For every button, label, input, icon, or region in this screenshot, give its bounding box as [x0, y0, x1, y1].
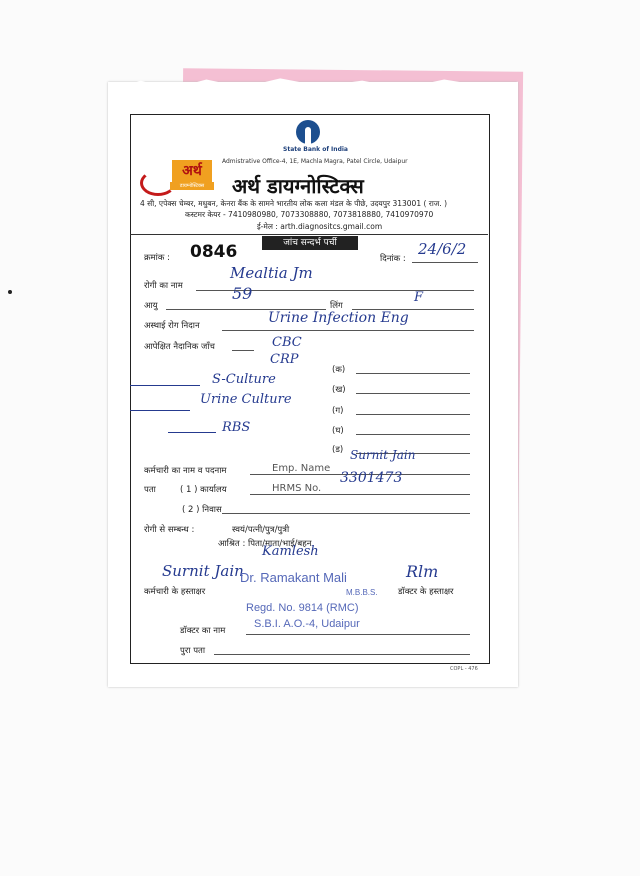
serial-number: 0846 — [190, 242, 238, 262]
test-value-3: S-Culture — [212, 372, 276, 387]
serial-label: क्रमांक : — [144, 253, 170, 263]
hrms-stamp: HRMS No. — [272, 483, 322, 494]
test-slot-line — [356, 434, 470, 435]
test-slot-line — [356, 373, 470, 374]
sex-value: F — [414, 290, 424, 305]
lab-logo-subtext: डायग्नोस्टिक्स — [170, 182, 214, 190]
doctor-signature: Rlm — [406, 562, 439, 581]
lab-address: 4 सी, एपेक्स चेम्बर, मधुबन, केनरा बैंक के सामने भारतीय लोक कला मंडल के पीछे, उदयपुर 313001 ( राज. ) — [140, 199, 448, 208]
date-line — [412, 262, 478, 263]
residence-label: ( 2 ) निवास — [182, 505, 222, 515]
full-address-label: पुरा पता — [180, 646, 206, 656]
footer-code: COPL - 476 — [450, 666, 478, 672]
stamp-registration: Regd. No. 9814 (RMC) — [246, 602, 359, 614]
hrms-value: 3301473 — [340, 470, 403, 486]
lab-contact: कस्टमर केयर - 7410980980, 7073308880, 7073818880, 7410970970 — [185, 210, 434, 219]
dependent-label: आश्रित : पिता/माता/भाई/बहन — [218, 539, 312, 549]
header-divider — [130, 234, 488, 235]
test-value-4: Urine Culture — [200, 392, 292, 407]
hand-stroke — [130, 385, 200, 386]
stamp-office: S.B.I. A.O.-4, Udaipur — [254, 618, 360, 630]
test-slot-line — [356, 393, 470, 394]
employee-label: कर्मचारी का नाम व पदनाम — [144, 466, 227, 476]
test-value-2: CRP — [270, 352, 299, 367]
stamp-qualification: M.B.B.S. — [346, 588, 378, 597]
doctor-sign-label: डॉक्टर के हस्ताक्षर — [398, 587, 454, 597]
test-slot-5: (ड) — [332, 445, 344, 455]
patient-name-label: रोगी का नाम — [144, 281, 183, 291]
dependent-value: Kamlesh — [262, 544, 319, 559]
office-address: Admistrative Office-4, 1E, Machla Magra, Patel Circle, Udaipur — [222, 158, 408, 165]
office-line — [250, 494, 470, 495]
emp-name-stamp: Emp. Name — [272, 463, 331, 474]
hand-stroke — [130, 410, 190, 411]
tests-label: आपेक्षित नैदानिक जाँच — [144, 342, 215, 352]
test-slot-1: (क) — [332, 365, 346, 375]
diagnosis-line — [222, 330, 474, 331]
emp-name-value: Surnit Jain — [350, 448, 416, 462]
employee-sign-label: कर्मचारी के हस्ताक्षर — [144, 587, 206, 597]
test-value-5: RBS — [222, 420, 251, 435]
stamp-doctor-name: Dr. Ramakant Mali — [240, 570, 347, 585]
test-slot-2: (ख) — [332, 385, 346, 395]
doctor-name-label: डॉक्टर का नाम — [180, 626, 226, 636]
test-slot-4: (घ) — [332, 426, 344, 436]
office-label: ( 1 ) कार्यालय — [180, 485, 227, 495]
lab-email: ई-मेल : arth.diagnositcs.gmail.com — [257, 222, 383, 231]
sex-label: लिंग — [330, 301, 343, 311]
diagnosis-label: अस्थाई रोग निदान — [144, 321, 200, 331]
test-slot-line — [356, 414, 470, 415]
tests-label-line — [232, 350, 254, 351]
employee-signature: Surnit Jain — [162, 562, 244, 580]
sbi-logo — [296, 120, 320, 144]
age-value: 59 — [232, 284, 253, 303]
doctor-name-line — [246, 634, 470, 635]
date-value: 24/6/2 — [418, 240, 467, 258]
relation-label: रोगी से सम्बन्ध : — [144, 525, 195, 535]
test-slot-3: (ग) — [332, 406, 344, 416]
form-badge: जांच सन्दर्भ पर्ची — [262, 236, 358, 250]
full-address-line — [214, 654, 470, 655]
diagnosis-value: Urine Infection Eng — [268, 310, 409, 326]
date-label: दिनांक : — [380, 254, 406, 264]
residence-line — [222, 513, 470, 514]
address-label: पता — [144, 485, 156, 495]
bank-name: State Bank of India — [283, 146, 348, 153]
scan-speck — [8, 290, 12, 294]
hand-stroke — [168, 432, 216, 433]
lab-logo: अर्थ — [172, 160, 212, 182]
lab-name: अर्थ डायग्नोस्टिक्स — [232, 174, 364, 198]
patient-name-value: Mealtia Jm — [230, 264, 313, 282]
test-value-1: CBC — [272, 335, 302, 350]
age-label: आयु — [144, 301, 158, 311]
relation-options: स्वयं/पत्नी/पुत्र/पुत्री — [232, 525, 290, 535]
